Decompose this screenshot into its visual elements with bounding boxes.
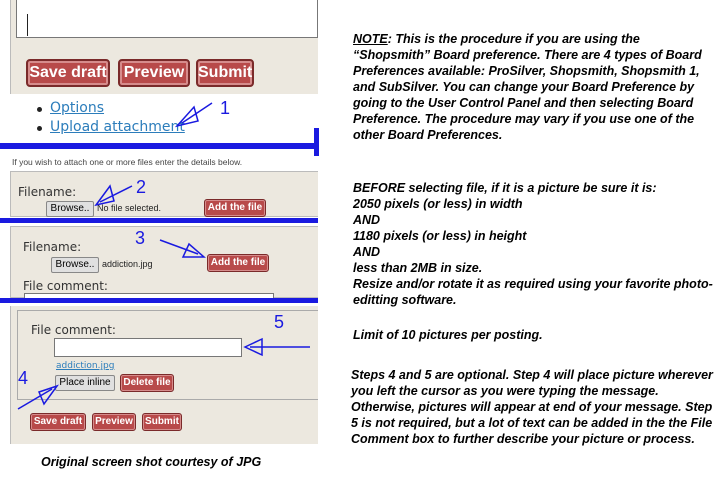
before-text: BEFORE selecting file, if it is a picture be sure it is: — [353, 181, 657, 195]
and-text-1: AND — [353, 213, 381, 227]
save-draft-button[interactable]: Save draft — [26, 59, 110, 87]
message-textarea[interactable] — [16, 0, 318, 38]
text-cursor — [27, 14, 28, 36]
attached-file-link[interactable]: addiction.jpg — [56, 361, 115, 371]
steps-explanation: Steps 4 and 5 are optional. Step 4 will place picture wherever you left the cursor as you were typing the message. Otherwise, pictures will appear at end of your message. Step 5 is not required, but a lot of text can be added in the the File Comment box to further describe your picture or process. — [351, 368, 713, 446]
selected-file-name: addiction.jpg — [102, 259, 153, 269]
resize-text: Resize and/or rotate it as required using your favorite photo-editting software. — [353, 277, 713, 307]
filename-label-1: Filename: — [18, 185, 77, 199]
options-link[interactable]: Options — [50, 100, 105, 116]
file-comment-field-2[interactable] — [54, 338, 242, 357]
width-requirement: 2050 pixels (or less) in width — [353, 197, 523, 211]
browse-button-2[interactable]: Browse.. — [51, 257, 99, 273]
browse-button-1[interactable]: Browse.. — [46, 201, 94, 217]
file-comment-label-2: File comment: — [31, 323, 116, 337]
place-inline-button[interactable]: Place inline — [55, 375, 115, 391]
divider-cap-1 — [314, 128, 319, 156]
preview-button-bottom[interactable]: Preview — [92, 413, 136, 431]
step-number-5: 5 — [274, 312, 285, 332]
file-comment-label-1: File comment: — [23, 279, 108, 293]
no-file-status: No file selected. — [97, 203, 162, 213]
upload-bullet — [37, 126, 42, 131]
height-requirement: 1180 pixels (or less) in height — [353, 229, 527, 243]
size-requirement: less than 2MB in size. — [353, 261, 483, 275]
preview-button[interactable]: Preview — [118, 59, 190, 87]
submit-button-bottom[interactable]: Submit — [142, 413, 182, 431]
arrow-1-icon — [182, 103, 212, 123]
note-text: : This is the procedure if you are using the “Shopsmith” Board preference. There are 4 types of Board Preferences available: ProSilver, Shopsmith, Shopsmith 1, and SubSilver. You can change your Board Preference by going to the User Control Panel and then selecting Board Preference. The procedure may vary if you use one of the other Board Preferences. — [353, 32, 702, 142]
credit-caption: Original screen shot courtesy of JPG — [41, 455, 262, 469]
options-bullet — [37, 107, 42, 112]
and-text-2: AND — [353, 245, 381, 259]
add-file-button-2[interactable]: Add the file — [207, 254, 269, 272]
upload-attachment-link[interactable]: Upload attachment — [50, 119, 185, 135]
submit-button[interactable]: Submit — [196, 59, 254, 87]
filename-label-2: Filename: — [23, 240, 82, 254]
step-number-1: 1 — [220, 98, 231, 118]
save-draft-button-bottom[interactable]: Save draft — [30, 413, 86, 431]
note-label: NOTE — [353, 32, 388, 46]
step-number-3: 3 — [135, 228, 146, 248]
delete-file-button[interactable]: Delete file — [120, 374, 174, 392]
divider-bar-2 — [0, 218, 318, 223]
attach-instruction: If you wish to attach one or more files enter the details below. — [12, 157, 243, 167]
note-paragraph — [353, 31, 713, 143]
divider-bar-3 — [0, 298, 318, 303]
step-number-2: 2 — [136, 177, 147, 197]
add-file-button-1[interactable]: Add the file — [204, 199, 266, 217]
requirements-block — [353, 180, 713, 308]
limit-text: Limit of 10 pictures per posting. — [353, 328, 543, 342]
divider-bar-1 — [0, 143, 318, 149]
step-number-4: 4 — [18, 368, 29, 388]
